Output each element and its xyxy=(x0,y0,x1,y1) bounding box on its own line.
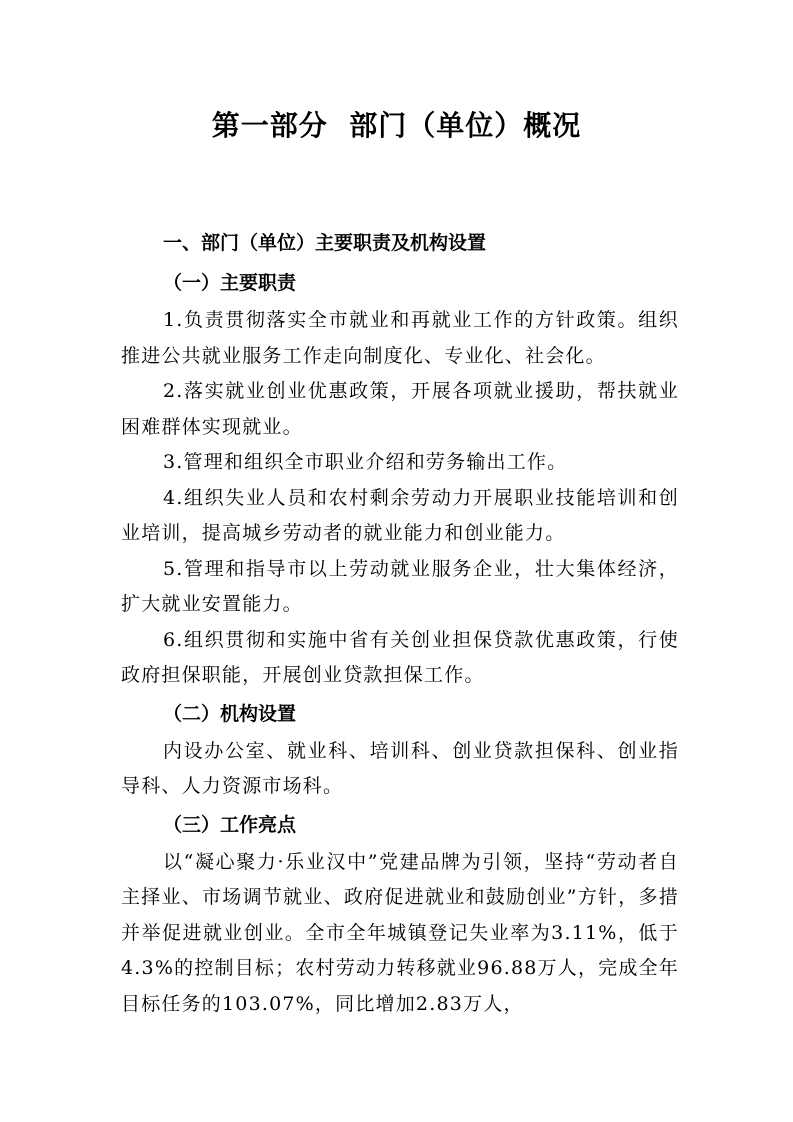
highlights-paragraph: 以“凝心聚力·乐业汉中”党建品牌为引领，坚持“劳动者自主择业、市场调节就业、政府促进就业和鼓励创业”方针，多措并举促进就业创业。全市全年城镇登记失业率为3.11%，低于4.3%的控制目标；农村劳动力转移就业96.88万人，完成全年目标任务的103.07%，同比增加2.83万人， xyxy=(121,850,679,1015)
duty-item-2: 2.落实就业创业优惠政策，开展各项就业援助，帮扶就业困难群体实现就业。 xyxy=(121,380,679,438)
duty-item-1: 1.负责贯彻落实全市就业和再就业工作的方针政策。组织推进公共就业服务工作走向制度化、专业化、社会化。 xyxy=(121,309,679,367)
duty-item-5: 5.管理和指导市以上劳动就业服务企业，壮大集体经济，扩大就业安置能力。 xyxy=(121,557,679,615)
document-body xyxy=(121,223,679,1022)
page-title: 第一部分 部门（单位）概况 xyxy=(211,109,582,142)
duty-item-6: 6.组织贯彻和实施中省有关创业担保贷款优惠政策，行使政府担保职能，开展创业贷款担保工作。 xyxy=(121,628,679,686)
duty-item-4: 4.组织失业人员和农村剩余劳动力开展职业技能培训和创业培训，提高城乡劳动者的就业能力和创业能力。 xyxy=(121,486,679,544)
section-heading-1: 一、部门（单位）主要职责及机构设置 xyxy=(163,232,487,254)
subsection-heading-duties: （一）主要职责 xyxy=(163,272,297,294)
duty-item-3: 3.管理和组织全市职业介绍和劳务输出工作。 xyxy=(163,451,568,473)
subsection-heading-highlights: （三）工作亮点 xyxy=(163,813,297,836)
subsection-heading-structure: （二）机构设置 xyxy=(163,702,297,725)
structure-paragraph: 内设办公室、就业科、培训科、创业贷款担保科、创业指导科、人力资源市场科。 xyxy=(121,739,679,797)
